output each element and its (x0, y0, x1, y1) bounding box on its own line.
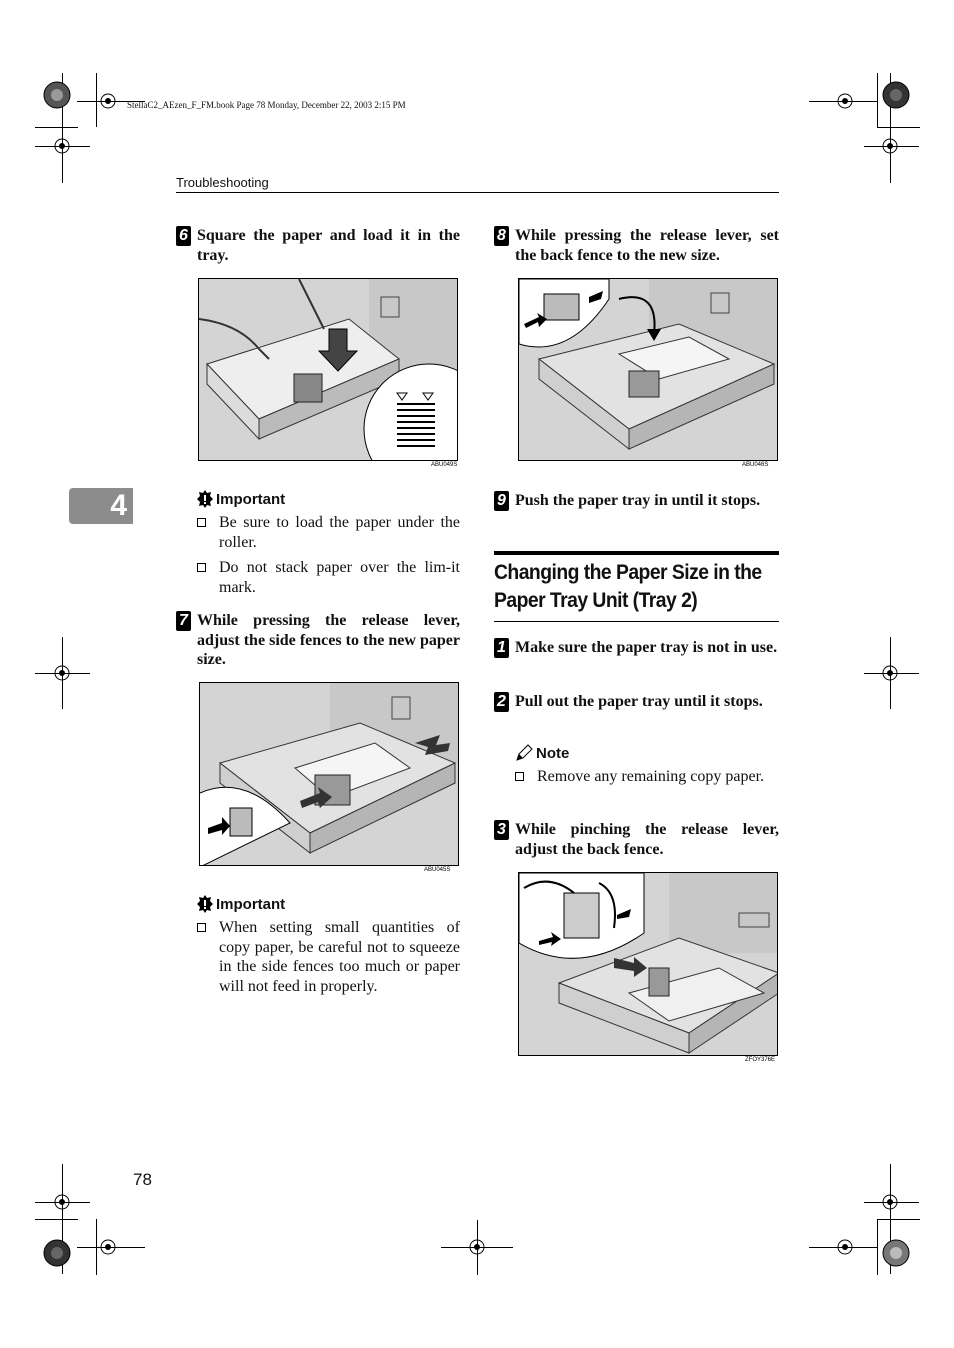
registration-mark-icon (465, 1235, 489, 1259)
registration-mark-icon (96, 89, 120, 113)
important-item (197, 918, 460, 1018)
section-rule (494, 621, 779, 622)
step-text: Push the paper tray in until it stops. (515, 492, 761, 509)
step-number: 1 (494, 638, 509, 658)
page-number: 78 (133, 1170, 152, 1189)
note-title: Note (536, 744, 570, 762)
figure-code: ABU049S (431, 462, 458, 468)
step-number: 3 (494, 820, 509, 840)
sub-step-1 (494, 638, 779, 680)
step-text: While pinching the release lever, adjust the back fence. (515, 821, 779, 858)
figure-side-fences (199, 682, 459, 866)
checkbox-icon (197, 923, 206, 932)
figure-code: ABU045S (424, 867, 451, 873)
step-number: 6 (176, 226, 191, 246)
important-icon (197, 490, 213, 508)
back-fence-illustration (519, 279, 778, 461)
color-target-icon (881, 80, 911, 110)
registration-mark-icon (833, 1235, 857, 1259)
step-8 (494, 226, 779, 268)
important-title: Important (216, 490, 286, 508)
step-9 (494, 491, 779, 533)
side-fence-illustration (200, 683, 459, 866)
registration-mark-icon (833, 89, 857, 113)
color-target-icon (881, 1238, 911, 1268)
figure-pinch-lever (518, 872, 778, 1056)
registration-mark-icon (878, 134, 902, 158)
step-text: Make sure the paper tray is not in use. (515, 639, 778, 656)
step-text: Square the paper and load it in the tray. (197, 227, 460, 264)
important-item-text: Do not stack paper over the lim-it mark. (219, 559, 460, 596)
paper-tray-illustration (199, 279, 458, 461)
running-head: Troubleshooting (176, 175, 269, 190)
step-number: 9 (494, 491, 509, 511)
step-number: 7 (176, 611, 191, 631)
step-number: 2 (494, 692, 509, 712)
important-heading (197, 490, 285, 508)
important-item-text: Be sure to load the paper under the roller. (219, 514, 460, 551)
step-6 (176, 226, 460, 268)
registration-mark-icon (878, 1190, 902, 1214)
section-title (494, 558, 762, 614)
checkbox-icon (515, 772, 524, 781)
header-rule (176, 192, 779, 193)
note-item-text: Remove any remaining copy paper. (537, 768, 765, 785)
note-heading (515, 744, 569, 762)
color-target-icon (42, 1238, 72, 1268)
registration-mark-icon (50, 134, 74, 158)
section-title-line: Paper Tray Unit (Tray 2) (494, 588, 698, 612)
color-target-icon (42, 80, 72, 110)
important-item-text: When setting small quantities of copy paper, be careful not to squeeze in the side fences too much or paper will not feed in properly. (219, 919, 460, 995)
sub-step-3 (494, 820, 779, 862)
chapter-tab: 4 (69, 488, 133, 524)
sub-step-2 (494, 692, 779, 734)
step-text: While pressing the release lever, set the back fence to the new size. (515, 227, 779, 264)
important-title: Important (216, 895, 286, 913)
pinch-lever-illustration (519, 873, 778, 1056)
step-text: Pull out the paper tray until it stops. (515, 693, 763, 710)
checkbox-icon (197, 563, 206, 572)
section-bar (494, 551, 779, 555)
important-item (197, 558, 460, 598)
figure-code: ABU046S (742, 462, 769, 468)
important-heading (197, 895, 285, 913)
figure-code: ZFOY376E (745, 1057, 776, 1063)
step-number: 8 (494, 226, 509, 246)
registration-mark-icon (50, 1190, 74, 1214)
step-text: While pressing the release lever, adjust the side fences to the new paper size. (197, 612, 460, 668)
registration-mark-icon (96, 1235, 120, 1259)
registration-mark-icon (50, 661, 74, 685)
step-7 (176, 611, 460, 671)
important-icon (197, 895, 213, 913)
pencil-icon (515, 744, 533, 762)
important-item (197, 513, 460, 553)
figure-load-paper (198, 278, 458, 461)
book-info: StellaC2_AEzen_F_FM.book Page 78 Monday, December 22, 2003 2:15 PM (127, 100, 406, 110)
registration-mark-icon (878, 661, 902, 685)
checkbox-icon (197, 518, 206, 527)
section-title-line: Changing the Paper Size in the (494, 560, 762, 584)
figure-back-fence (518, 278, 778, 461)
note-item (515, 767, 779, 807)
